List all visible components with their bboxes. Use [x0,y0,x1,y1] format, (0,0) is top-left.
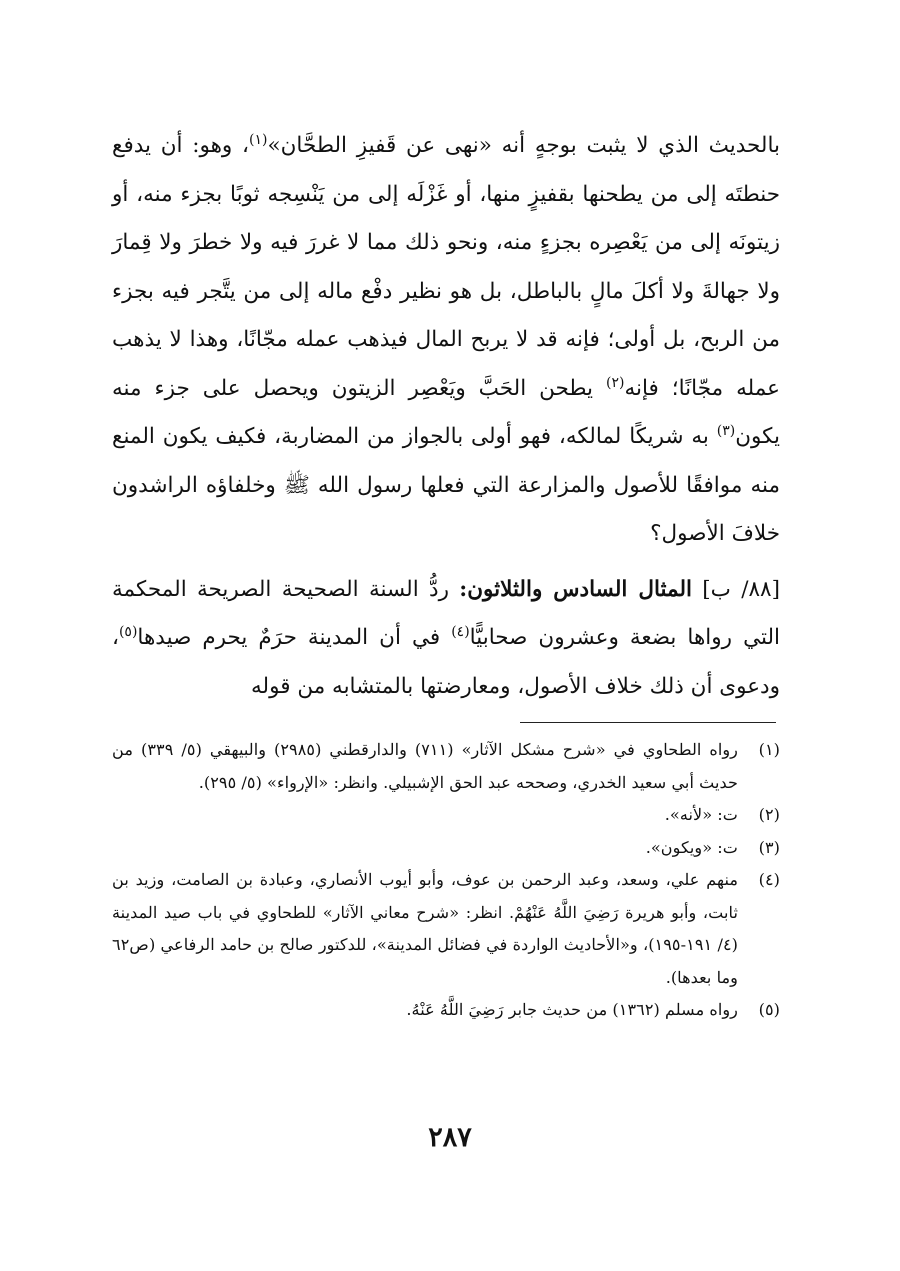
paragraph-1-part-3: يطحن الحَبَّ ويَعْصِر الزيتون ويحصل على جزء منه يكون [112,375,780,449]
main-text [112,122,780,711]
paragraph-1-part-1: بالحديث الذي لا يثبت بوجهٍ أنه «نهى عن قَفيزِ الطحَّان» [267,133,781,158]
paragraph-2 [112,566,780,712]
manuscript-margin-ref: [٨٨/ ب] [702,576,780,602]
footnote-text: منهم علي، وسعد، وعبد الرحمن بن عوف، وأبو أيوب الأنصاري، وعبادة بن الصامت، وزيد بن ثابت، وأبو هريرة رَضِيَ اللَّهُ عَنْهُمْ. انظر: «شرح معاني الآثار» للطحاوي في باب صيد المدينة (٤/ ١٩١-١٩٥)، و«الأحاديث الواردة في فضائل المدينة»، للدكتور صالح بن حامد الرفاعي (ص٦٢ وما بعدها). [112,870,738,987]
footnote-ref-3: (٣) [716,422,736,439]
footnote-ref-4: (٤) [451,623,470,640]
paragraph-1-part-4: به شريكًا لمالكه، فهو أولى بالجواز من المضاربة، فكيف يكون المنع منه موافقًا للأصول والمزارعة التي فعلها رسول الله ﷺ وخلفاؤه الراشدون خلافَ الأصول؟ [112,424,780,546]
footnote-number: (١) [758,740,780,759]
footnote-number: (٤) [758,870,780,889]
paragraph-2-part-3: ، ودعوى أن ذلك خلاف الأصول، ومعارضتها بالمتشابه من قوله [112,625,780,699]
footnote-text: رواه مسلم (١٣٦٢) من حديث جابر رَضِيَ اللَّهُ عَنْهُ. [406,1000,738,1019]
footnote-text: رواه الطحاوي في «شرح مشكل الآثار» (٧١١) والدارقطني (٢٩٨٥) والبيهقي (٥/ ٣٣٩) من حديث أبي سعيد الخدري، وصححه عبد الحق الإشبيلي. وانظر: «الإرواء» (٥/ ٢٩٥). [112,740,738,792]
page-number: ٢٨٧ [428,1122,472,1153]
paragraph-1-part-2: ، وهو: أن يدفع حنطتَه إلى من يطحنها بقفيزٍ منها، أو غَزْلَه إلى من يَنْسِجه ثوبًا بجزء منه، أو زيتونَه إلى من يَعْصِره بجزءٍ منه، ونحو ذلك مما لا غررَ فيه ولا خطرَ ولا قِمارَ ولا جهالةَ ولا أكلَ مالٍ بالباطل، بل هو نظير دفْع ماله إلى من يتَّجر فيه بجزء من الربح، بل أولى؛ فإنه قد لا يربح المال فيذهب عمله مجّانًا، وهذا لا يذهب عمله مجّانًا؛ فإنه [112,133,780,401]
footnote-number: (٣) [758,837,780,857]
footnote-item [112,832,780,865]
footnote-item [112,864,780,994]
paragraph-2-part-1: ردُّ السنة الصحيحة الصريحة المحكمة التي رواها بضعة وعشرون صحابيًّا [112,576,780,650]
footnote-ref-1: (١) [248,131,268,148]
footnote-item [112,734,780,799]
footnote-ref-5: (٥) [118,623,138,640]
footnote-number: (٥) [758,1000,780,1019]
paragraph-1 [112,122,780,559]
footnote-item [112,994,780,1027]
footnote-text: ت: «لأنه». [664,805,738,824]
footnote-ref-2: (٢) [606,374,625,391]
paragraph-2-part-2: في أن المدينة حرَمٌ يحرم صيدها [137,625,452,650]
footnote-item [112,799,780,832]
footnote-text: ت: «ويكون». [645,837,738,857]
footnote-number: (٢) [758,805,780,824]
footnote-divider [520,722,776,723]
section-heading: المثال السادس والثلاثون: [459,576,692,602]
footnotes [112,734,780,1027]
